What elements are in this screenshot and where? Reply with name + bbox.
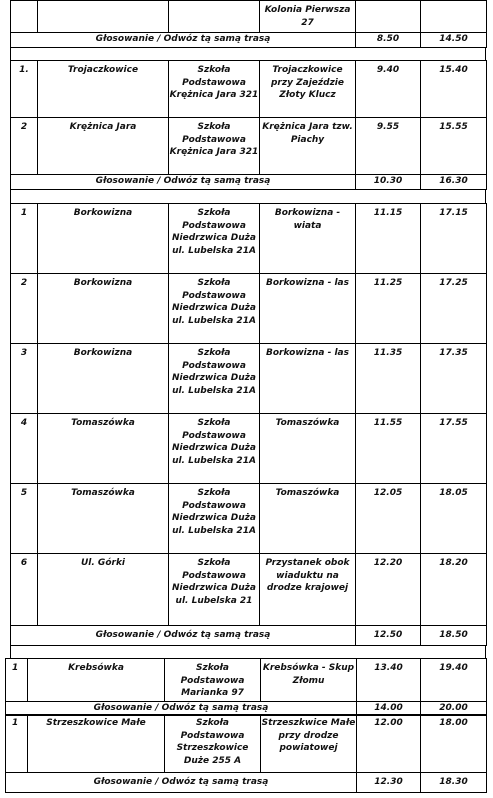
schedule-block-c — [10, 203, 486, 645]
cell-school: Szkoła Podstawowa Niedrzwica Duża ul. Lubelska 21A — [169, 344, 260, 414]
cell-no: 2 — [11, 118, 38, 175]
cell-school: Szkoła Podstawowa Niedrzwica Duża ul. Lubelska 21A — [169, 204, 260, 274]
cell-place: Tomaszówka — [38, 484, 169, 554]
cell-time-there: 13.40 — [357, 659, 421, 702]
cell-school — [169, 1, 260, 33]
cell-time-there: 9.55 — [356, 118, 421, 175]
cell-time-back: 18.00 — [421, 715, 487, 773]
vote-row — [11, 626, 487, 646]
cell-school: Szkoła Podstawowa Niedrzwica Duża ul. Lubelska 21A — [169, 414, 260, 484]
schedule-table-b — [10, 60, 487, 190]
cell-time-there: 12.20 — [356, 554, 421, 626]
vote-label: Głosowanie / Odwóz tą samą trasą — [11, 626, 356, 646]
table-row — [11, 118, 487, 175]
cell-school: Szkoła Podstawowa Marianka 97 — [165, 659, 261, 702]
cell-time-back — [421, 1, 487, 33]
vote-time-there: 12.30 — [357, 773, 421, 793]
cell-place: Krężnica Jara — [38, 118, 169, 175]
cell-time-there: 12.05 — [356, 484, 421, 554]
table-row — [11, 274, 487, 344]
cell-no: 1 — [6, 659, 28, 702]
cell-place: Krebsówka — [28, 659, 165, 702]
table-spacer — [10, 47, 486, 60]
cell-time-back: 18.20 — [421, 554, 487, 626]
schedule-block-a — [10, 0, 486, 47]
schedule-table-e — [5, 714, 487, 793]
vote-row — [6, 773, 487, 793]
cell-no: 2 — [11, 274, 38, 344]
cell-time-there: 11.15 — [356, 204, 421, 274]
cell-no: 1 — [6, 715, 28, 773]
vote-time-back: 20.00 — [421, 702, 487, 716]
table-row — [11, 61, 487, 118]
cell-time-there: 11.35 — [356, 344, 421, 414]
vote-label: Głosowanie / Odwóz tą samą trasą — [6, 702, 357, 716]
vote-label: Głosowanie / Odwóz tą samą trasą — [6, 773, 357, 793]
cell-stop: Borkowizna - las — [260, 274, 356, 344]
cell-time-back: 17.35 — [421, 344, 487, 414]
cell-time-there: 9.40 — [356, 61, 421, 118]
cell-stop: Borkowizna - las — [260, 344, 356, 414]
cell-time-there: 11.55 — [356, 414, 421, 484]
schedule-block-b — [10, 60, 486, 189]
cell-time-back: 17.55 — [421, 414, 487, 484]
vote-time-back: 18.50 — [421, 626, 487, 646]
vote-label: Głosowanie / Odwóz tą samą trasą — [11, 175, 356, 190]
cell-school: Szkoła Podstawowa Strzeszkowice Duże 255 A — [165, 715, 261, 773]
cell-time-back: 17.15 — [421, 204, 487, 274]
schedule-table-a — [10, 0, 487, 48]
cell-stop: Krężnica Jara tzw. Piachy — [260, 118, 356, 175]
vote-row — [11, 175, 487, 190]
table-row — [11, 554, 487, 626]
table-row — [11, 1, 487, 33]
cell-place: Trojaczkowice — [38, 61, 169, 118]
table-row — [6, 715, 487, 773]
cell-no — [11, 1, 38, 33]
schedule-block-d — [5, 658, 486, 714]
vote-time-there: 12.50 — [356, 626, 421, 646]
cell-school: Szkoła Podstawowa Krężnica Jara 321 — [169, 61, 260, 118]
vote-time-there: 8.50 — [356, 33, 421, 48]
table-row — [11, 204, 487, 274]
cell-stop: Tomaszówka — [260, 484, 356, 554]
vote-time-there: 10.30 — [356, 175, 421, 190]
cell-stop: Trojaczkowice przy Zajeździe Złoty Klucz — [260, 61, 356, 118]
cell-place: Borkowizna — [38, 344, 169, 414]
vote-row — [6, 702, 487, 716]
cell-school: Szkoła Podstawowa Niedrzwica Duża ul. Lubelska 21A — [169, 484, 260, 554]
vote-time-there: 14.00 — [357, 702, 421, 716]
cell-time-back: 15.55 — [421, 118, 487, 175]
cell-time-there — [356, 1, 421, 33]
cell-place: Ul. Górki — [38, 554, 169, 626]
schedule-table-d — [5, 658, 487, 716]
cell-school: Szkoła Podstawowa Niedrzwica Duża ul. Lubelska 21 — [169, 554, 260, 626]
cell-no: 1. — [11, 61, 38, 118]
cell-stop: Krebsówka - Skup Złomu — [261, 659, 357, 702]
schedule-block-e — [5, 714, 486, 792]
cell-no: 1 — [11, 204, 38, 274]
vote-label: Głosowanie / Odwóz tą samą trasą — [11, 33, 356, 48]
cell-place: Borkowizna — [38, 204, 169, 274]
cell-stop: Przystanek obok wiaduktu na drodze krajowej — [260, 554, 356, 626]
cell-stop: Borkowizna - wiata — [260, 204, 356, 274]
cell-stop: Tomaszówka — [260, 414, 356, 484]
cell-no: 5 — [11, 484, 38, 554]
cell-time-back: 15.40 — [421, 61, 487, 118]
vote-time-back: 16.30 — [421, 175, 487, 190]
vote-time-back: 14.50 — [421, 33, 487, 48]
table-row — [6, 659, 487, 702]
cell-school: Szkoła Podstawowa Krężnica Jara 321 — [169, 118, 260, 175]
cell-no: 4 — [11, 414, 38, 484]
vote-row — [11, 33, 487, 48]
cell-place: Borkowizna — [38, 274, 169, 344]
cell-stop: Kolonia Pierwsza 27 — [260, 1, 356, 33]
schedule-table-c — [10, 203, 487, 646]
cell-time-back: 17.25 — [421, 274, 487, 344]
cell-time-there: 11.25 — [356, 274, 421, 344]
table-row — [11, 344, 487, 414]
cell-school: Szkoła Podstawowa Niedrzwica Duża ul. Lubelska 21A — [169, 274, 260, 344]
cell-place: Tomaszówka — [38, 414, 169, 484]
cell-no: 6 — [11, 554, 38, 626]
cell-time-back: 19.40 — [421, 659, 487, 702]
cell-time-back: 18.05 — [421, 484, 487, 554]
table-spacer — [10, 189, 486, 203]
cell-stop: Strzeszkwice Małe przy drodze powiatowej — [261, 715, 357, 773]
vote-time-back: 18.30 — [421, 773, 487, 793]
cell-no: 3 — [11, 344, 38, 414]
table-spacer — [10, 645, 486, 658]
table-row — [11, 484, 487, 554]
cell-place: Strzeszkowice Małe — [28, 715, 165, 773]
table-row — [11, 414, 487, 484]
cell-place — [38, 1, 169, 33]
cell-time-there: 12.00 — [357, 715, 421, 773]
